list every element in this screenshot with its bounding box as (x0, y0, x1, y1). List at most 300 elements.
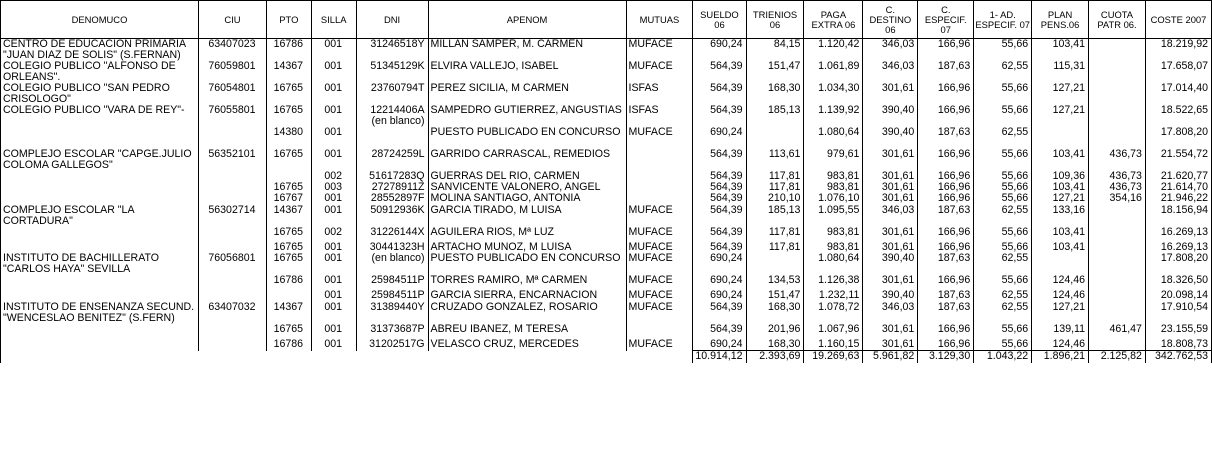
cell-c-destino: 390,40 (863, 105, 918, 127)
cell-plan-pens: 124,46 (1032, 339, 1089, 351)
cell-mutuas (626, 182, 693, 193)
cell-trienios (746, 127, 804, 149)
cell-coste: 18.156,94 (1145, 205, 1211, 227)
cell-coste: 21.620,77 (1145, 171, 1211, 182)
cell-pto: 16765 (266, 324, 311, 339)
cell-apenom: AGUILERA RIOS, Mª LUZ (428, 227, 626, 242)
cell-silla: 002 (311, 171, 356, 182)
cell-mutuas: MUFACE (626, 242, 693, 253)
header-plan-pens: PLAN PENS.06 (1032, 1, 1089, 39)
cell-paga-extra: 1.160,15 (804, 339, 863, 351)
cell-c-especif: 166,96 (918, 171, 974, 182)
cell-dni: 12214406A (en blanco) (356, 105, 428, 127)
totals-spacer (1, 351, 693, 364)
cell-coste: 16.269,13 (1145, 242, 1211, 253)
cell-c-destino: 301,61 (863, 242, 918, 253)
cell-silla: 001 (311, 205, 356, 227)
cell-sueldo: 690,24 (693, 290, 746, 302)
cell-paga-extra: 1.139,92 (804, 105, 863, 127)
cell-silla: 001 (311, 242, 356, 253)
cell-mutuas: MUFACE (626, 302, 693, 324)
cell-silla: 001 (311, 290, 356, 302)
cell-cuota-patr (1089, 275, 1146, 290)
cell-c-especif: 166,96 (918, 149, 974, 171)
cell-trienios: 210,10 (746, 193, 804, 205)
cell-apenom: GARCIA SIERRA, ENCARNACION (428, 290, 626, 302)
total-c-especif: 3.129,30 (918, 351, 974, 364)
cell-ad-especif: 62,55 (974, 127, 1032, 149)
cell-c-especif: 166,96 (918, 83, 974, 105)
cell-plan-pens: 124,46 (1032, 275, 1089, 290)
cell-apenom: PEREZ SICILIA, M CARMEN (428, 83, 626, 105)
cell-ad-especif: 62,55 (974, 302, 1032, 324)
cell-paga-extra: 983,81 (804, 227, 863, 242)
cell-mutuas: ISFAS (626, 83, 693, 105)
cell-sueldo: 564,39 (693, 324, 746, 339)
cell-sueldo: 690,24 (693, 253, 746, 275)
cell-denomuco: INSTITUTO DE ENSEÑANZA SECUND. "WENCESLAO BENITEZ" (S.FERN) (1, 302, 199, 324)
cell-apenom: PUESTO PUBLICADO EN CONCURSO (428, 253, 626, 275)
cell-paga-extra: 983,81 (804, 171, 863, 182)
cell-c-especif: 166,96 (918, 39, 974, 62)
cell-pto: 16765 (266, 149, 311, 171)
cell-ad-especif: 55,66 (974, 39, 1032, 62)
cell-paga-extra: 1.061,89 (804, 61, 863, 83)
cell-silla: 001 (311, 275, 356, 290)
cell-c-especif: 166,96 (918, 193, 974, 205)
cell-trienios: 117,81 (746, 182, 804, 193)
cell-ad-especif: 55,66 (974, 182, 1032, 193)
header-ciu: CIU (199, 1, 267, 39)
cell-c-destino: 346,03 (863, 205, 918, 227)
cell-c-destino: 301,61 (863, 149, 918, 171)
cell-mutuas: MUFACE (626, 275, 693, 290)
cell-c-especif: 187,63 (918, 302, 974, 324)
cell-cuota-patr (1089, 127, 1146, 149)
cell-silla: 001 (311, 127, 356, 149)
cell-plan-pens: 103,41 (1032, 242, 1089, 253)
cell-dni: 31202517G (356, 339, 428, 351)
cell-ciu: 63407023 (199, 39, 267, 62)
cell-c-especif: 187,63 (918, 290, 974, 302)
cell-dni: 31373687P (356, 324, 428, 339)
cell-pto: 16765 (266, 182, 311, 193)
header-dni: DNI (356, 1, 428, 39)
cell-paga-extra: 1.232,11 (804, 290, 863, 302)
cell-sueldo: 564,39 (693, 171, 746, 182)
totals-row (1, 351, 1212, 364)
cell-ciu (199, 339, 267, 351)
cell-dni: 31389440Y (356, 302, 428, 324)
table-row (1, 39, 1212, 62)
table-row (1, 171, 1212, 182)
cell-trienios: 117,81 (746, 171, 804, 182)
cell-ciu: 56352101 (199, 149, 267, 171)
cell-denomuco (1, 171, 199, 182)
cell-silla: 001 (311, 253, 356, 275)
cell-coste: 18.808,73 (1145, 339, 1211, 351)
cell-paga-extra: 1.034,30 (804, 83, 863, 105)
cell-pto: 16786 (266, 275, 311, 290)
cell-c-destino: 346,03 (863, 302, 918, 324)
cell-c-destino: 301,61 (863, 83, 918, 105)
cell-c-especif: 166,96 (918, 227, 974, 242)
cell-ad-especif: 55,66 (974, 275, 1032, 290)
cell-mutuas: MUFACE (626, 227, 693, 242)
cell-dni: 27278911Z (356, 182, 428, 193)
cell-paga-extra: 1.126,38 (804, 275, 863, 290)
cell-ciu: 76056801 (199, 253, 267, 275)
cell-c-especif: 187,63 (918, 253, 974, 275)
cell-denomuco (1, 275, 199, 290)
cell-apenom: CRUZADO GONZALEZ, ROSARIO (428, 302, 626, 324)
cell-ad-especif: 55,66 (974, 324, 1032, 339)
cell-denomuco (1, 290, 199, 302)
cell-paga-extra: 1.120,42 (804, 39, 863, 62)
cell-c-especif: 187,63 (918, 61, 974, 83)
cell-denomuco (1, 324, 199, 339)
cell-sueldo: 564,39 (693, 83, 746, 105)
cell-trienios: 185,13 (746, 105, 804, 127)
cell-mutuas (626, 324, 693, 339)
cell-c-destino: 301,61 (863, 324, 918, 339)
cell-silla: 003 (311, 182, 356, 193)
cell-trienios: 117,81 (746, 242, 804, 253)
cell-c-destino: 390,40 (863, 290, 918, 302)
cell-coste: 18.326,50 (1145, 275, 1211, 290)
cell-dni: 25984511P (356, 275, 428, 290)
cell-ciu (199, 290, 267, 302)
cell-dni: 51345129K (356, 61, 428, 83)
cell-pto: 14380 (266, 127, 311, 149)
cell-ad-especif: 55,66 (974, 227, 1032, 242)
cell-coste: 18.522,65 (1145, 105, 1211, 127)
cell-ciu (199, 275, 267, 290)
cell-mutuas (626, 193, 693, 205)
cell-plan-pens: 115,31 (1032, 61, 1089, 83)
cell-silla: 002 (311, 227, 356, 242)
cell-pto: 14367 (266, 205, 311, 227)
table-body (1, 39, 1212, 364)
cell-ciu (199, 127, 267, 149)
cell-trienios: 117,81 (746, 227, 804, 242)
cell-plan-pens (1032, 253, 1089, 275)
cell-denomuco (1, 182, 199, 193)
cell-trienios: 134,53 (746, 275, 804, 290)
cell-paga-extra: 983,81 (804, 242, 863, 253)
cell-c-especif: 166,96 (918, 242, 974, 253)
cell-sueldo: 564,39 (693, 242, 746, 253)
cell-denomuco: COLEGIO PUBLICO "ALFONSO DE ORLEANS". (1, 61, 199, 83)
cell-denomuco: COLEGIO PUBLICO "SAN PEDRO CRISOLOGO" (1, 83, 199, 105)
cell-sueldo: 564,39 (693, 149, 746, 171)
header-silla: SILLA (311, 1, 356, 39)
cell-sueldo: 564,39 (693, 193, 746, 205)
cell-ad-especif: 55,66 (974, 149, 1032, 171)
cell-sueldo: 564,39 (693, 105, 746, 127)
table-row (1, 290, 1212, 302)
cell-cuota-patr (1089, 290, 1146, 302)
cell-sueldo: 564,39 (693, 61, 746, 83)
cell-apenom: SAMPEDRO GUTIERREZ, ANGUSTIAS (428, 105, 626, 127)
cell-dni: 25984511P (356, 290, 428, 302)
cell-sueldo: 564,39 (693, 205, 746, 227)
cell-ciu (199, 193, 267, 205)
cell-cuota-patr: 354,16 (1089, 193, 1146, 205)
cell-dni: 28552897F (356, 193, 428, 205)
cell-denomuco (1, 242, 199, 253)
cell-trienios: 185,13 (746, 205, 804, 227)
cell-trienios: 168,30 (746, 83, 804, 105)
cell-cuota-patr: 436,73 (1089, 182, 1146, 193)
cell-c-especif: 166,96 (918, 182, 974, 193)
cell-apenom: MILLAN SAMPER, M. CARMEN (428, 39, 626, 62)
cell-silla: 001 (311, 83, 356, 105)
cell-pto: 16765 (266, 242, 311, 253)
cell-ad-especif: 55,66 (974, 171, 1032, 182)
cell-paga-extra: 1.095,55 (804, 205, 863, 227)
cell-denomuco: INSTITUTO DE BACHILLERATO "CARLOS HAYA" SEVILLA (1, 253, 199, 275)
cell-cuota-patr (1089, 302, 1146, 324)
cell-cuota-patr (1089, 205, 1146, 227)
cell-paga-extra: 983,81 (804, 182, 863, 193)
cell-mutuas: MUFACE (626, 339, 693, 351)
cell-apenom: VELASCO CRUZ, MERCEDES (428, 339, 626, 351)
cell-coste: 17.658,07 (1145, 61, 1211, 83)
cell-apenom: TORRES RAMIRO, Mª CARMEN (428, 275, 626, 290)
table-header (1, 1, 1212, 39)
cell-ad-especif: 62,55 (974, 205, 1032, 227)
table-row (1, 339, 1212, 351)
cell-dni: 31226144X (356, 227, 428, 242)
cell-plan-pens: 127,21 (1032, 193, 1089, 205)
header-paga-extra: PAGA EXTRA 06 (804, 1, 863, 39)
cell-sueldo: 690,24 (693, 339, 746, 351)
cell-mutuas: MUFACE (626, 205, 693, 227)
cell-c-especif: 166,96 (918, 275, 974, 290)
cell-c-destino: 390,40 (863, 127, 918, 149)
cell-c-especif: 187,63 (918, 127, 974, 149)
cell-coste: 20.098,14 (1145, 290, 1211, 302)
cell-ad-especif: 62,55 (974, 290, 1032, 302)
cell-mutuas: MUFACE (626, 127, 693, 149)
cell-ciu: 76054801 (199, 83, 267, 105)
cell-ciu (199, 171, 267, 182)
cell-cuota-patr: 436,73 (1089, 171, 1146, 182)
cell-cuota-patr (1089, 105, 1146, 127)
cell-mutuas: MUFACE (626, 39, 693, 62)
cell-trienios: 113,61 (746, 149, 804, 171)
cell-plan-pens: 127,21 (1032, 83, 1089, 105)
total-c-destino: 5.961,82 (863, 351, 918, 364)
cell-mutuas (626, 149, 693, 171)
cell-silla: 001 (311, 324, 356, 339)
cell-silla: 001 (311, 149, 356, 171)
cell-c-destino: 301,61 (863, 275, 918, 290)
cell-paga-extra: 1.080,64 (804, 253, 863, 275)
cell-mutuas: MUFACE (626, 290, 693, 302)
cell-ciu (199, 242, 267, 253)
cell-paga-extra: 979,61 (804, 149, 863, 171)
cell-sueldo: 690,24 (693, 275, 746, 290)
cell-coste: 17.014,40 (1145, 83, 1211, 105)
cell-dni: (en blanco) (356, 253, 428, 275)
cell-coste: 23.155,59 (1145, 324, 1211, 339)
total-plan-pens: 1.896,21 (1032, 351, 1089, 364)
header-pto: PTO (266, 1, 311, 39)
cell-ciu (199, 324, 267, 339)
cell-denomuco: COMPLEJO ESCOLAR "LA CORTADURA" (1, 205, 199, 227)
cell-sueldo: 690,24 (693, 39, 746, 62)
cell-c-destino: 346,03 (863, 61, 918, 83)
cell-ad-especif: 55,66 (974, 339, 1032, 351)
cell-denomuco (1, 193, 199, 205)
cell-apenom: GARRIDO CARRASCAL, REMEDIOS (428, 149, 626, 171)
cell-c-destino: 301,61 (863, 171, 918, 182)
header-mutuas: MUTUAS (626, 1, 693, 39)
cell-paga-extra: 1.076,10 (804, 193, 863, 205)
cell-pto: 16765 (266, 227, 311, 242)
cell-plan-pens: 139,11 (1032, 324, 1089, 339)
cell-coste: 21.614,70 (1145, 182, 1211, 193)
cell-cuota-patr (1089, 242, 1146, 253)
header-coste: COSTE 2007 (1145, 1, 1211, 39)
cell-trienios: 201,96 (746, 324, 804, 339)
cell-c-destino: 346,03 (863, 39, 918, 62)
cell-plan-pens: 109,36 (1032, 171, 1089, 182)
cell-denomuco: COLEGIO PUBLICO "VARA DE REY"- (1, 105, 199, 127)
cell-mutuas: MUFACE (626, 253, 693, 275)
cell-dni: 50912936K (356, 205, 428, 227)
cell-denomuco (1, 339, 199, 351)
cell-cuota-patr (1089, 253, 1146, 275)
cell-plan-pens (1032, 127, 1089, 149)
cell-c-destino: 301,61 (863, 182, 918, 193)
cell-cuota-patr (1089, 339, 1146, 351)
cell-mutuas: ISFAS (626, 105, 693, 127)
cell-coste: 21.946,22 (1145, 193, 1211, 205)
cell-ad-especif: 55,66 (974, 193, 1032, 205)
cell-pto (266, 171, 311, 182)
cell-coste: 17.808,20 (1145, 253, 1211, 275)
cell-ad-especif: 55,66 (974, 83, 1032, 105)
total-coste: 342.762,53 (1145, 351, 1211, 364)
cell-dni: 23760794T (356, 83, 428, 105)
header-c-especif: C. ESPECIF. 07 (918, 1, 974, 39)
cell-trienios: 84,15 (746, 39, 804, 62)
cell-silla: 001 (311, 339, 356, 351)
cell-apenom: MOLINA SANTIAGO, ANTONIA (428, 193, 626, 205)
cell-ad-especif: 55,66 (974, 242, 1032, 253)
cell-cuota-patr: 461,47 (1089, 324, 1146, 339)
total-ad-especif: 1.043,22 (974, 351, 1032, 364)
cell-cuota-patr (1089, 61, 1146, 83)
cell-ciu (199, 227, 267, 242)
cell-mutuas: MUFACE (626, 61, 693, 83)
cell-dni: 28724259L (356, 149, 428, 171)
cell-pto: 14367 (266, 61, 311, 83)
table-row (1, 275, 1212, 290)
cell-ad-especif: 62,55 (974, 253, 1032, 275)
cell-sueldo: 564,39 (693, 182, 746, 193)
cell-apenom: ELVIRA VALLEJO, ISABEL (428, 61, 626, 83)
cell-coste: 18.219,92 (1145, 39, 1211, 62)
cell-apenom: ARTACHO MUÑOZ, M LUISA (428, 242, 626, 253)
cell-ciu: 56302714 (199, 205, 267, 227)
header-cuota-patr: CUOTA PATR 06. (1089, 1, 1146, 39)
header-trienios: TRIENIOS 06 (746, 1, 804, 39)
cell-mutuas (626, 171, 693, 182)
cell-dni: 30441323H (356, 242, 428, 253)
cell-plan-pens: 124,46 (1032, 290, 1089, 302)
table-row (1, 127, 1212, 149)
table-row (1, 182, 1212, 193)
cell-c-destino: 301,61 (863, 339, 918, 351)
cell-apenom: PUESTO PUBLICADO EN CONCURSO (428, 127, 626, 149)
header-ad-especif: 1- AD. ESPECIF. 07 (974, 1, 1032, 39)
cell-coste: 21.554,72 (1145, 149, 1211, 171)
cell-trienios: 168,30 (746, 339, 804, 351)
cell-pto: 16765 (266, 253, 311, 275)
cell-c-destino: 390,40 (863, 253, 918, 275)
header-c-destino: C. DESTINO 06 (863, 1, 918, 39)
cell-trienios (746, 253, 804, 275)
table-row (1, 105, 1212, 127)
total-trienios: 2.393,69 (746, 351, 804, 364)
cell-cuota-patr (1089, 39, 1146, 62)
table-row (1, 242, 1212, 253)
cell-pto: 16767 (266, 193, 311, 205)
cell-cuota-patr (1089, 83, 1146, 105)
cell-apenom: ABREU IBAÑEZ, M TERESA (428, 324, 626, 339)
table-row (1, 61, 1212, 83)
cell-ad-especif: 62,55 (974, 61, 1032, 83)
cell-denomuco: CENTRO DE EDUCACION PRIMARIA "JUAN DIAZ DE SOLIS" (S.FERNAN) (1, 39, 199, 62)
cell-coste: 17.808,20 (1145, 127, 1211, 149)
cell-c-especif: 166,96 (918, 339, 974, 351)
table-row (1, 324, 1212, 339)
header-denomuco: DENOMUCO (1, 1, 199, 39)
header-apenom: APENOM (428, 1, 626, 39)
cell-plan-pens: 103,41 (1032, 227, 1089, 242)
cell-denomuco (1, 227, 199, 242)
cell-denomuco: COMPLEJO ESCOLAR "CAPGE.JULIO COLOMA GALLEGOS" (1, 149, 199, 171)
cell-plan-pens: 133,16 (1032, 205, 1089, 227)
cell-dni: 31246518Y (356, 39, 428, 62)
cell-coste: 17.910,54 (1145, 302, 1211, 324)
cell-coste: 16.269,13 (1145, 227, 1211, 242)
cell-silla: 001 (311, 105, 356, 127)
cell-trienios: 168,30 (746, 302, 804, 324)
cell-plan-pens: 103,41 (1032, 39, 1089, 62)
cell-trienios: 151,47 (746, 61, 804, 83)
cell-sueldo: 690,24 (693, 127, 746, 149)
cell-plan-pens: 127,21 (1032, 105, 1089, 127)
cell-denomuco (1, 127, 199, 149)
cell-plan-pens: 127,21 (1032, 302, 1089, 324)
cell-pto (266, 290, 311, 302)
cell-ciu (199, 182, 267, 193)
cell-ad-especif: 55,66 (974, 105, 1032, 127)
cell-silla: 001 (311, 39, 356, 62)
cell-silla: 001 (311, 193, 356, 205)
cell-pto: 16786 (266, 339, 311, 351)
cell-pto: 16765 (266, 105, 311, 127)
total-cuota-patr: 2.125,82 (1089, 351, 1146, 364)
header-sueldo: SUELDO 06 (693, 1, 746, 39)
cell-silla: 001 (311, 61, 356, 83)
cell-ciu: 76055801 (199, 105, 267, 127)
